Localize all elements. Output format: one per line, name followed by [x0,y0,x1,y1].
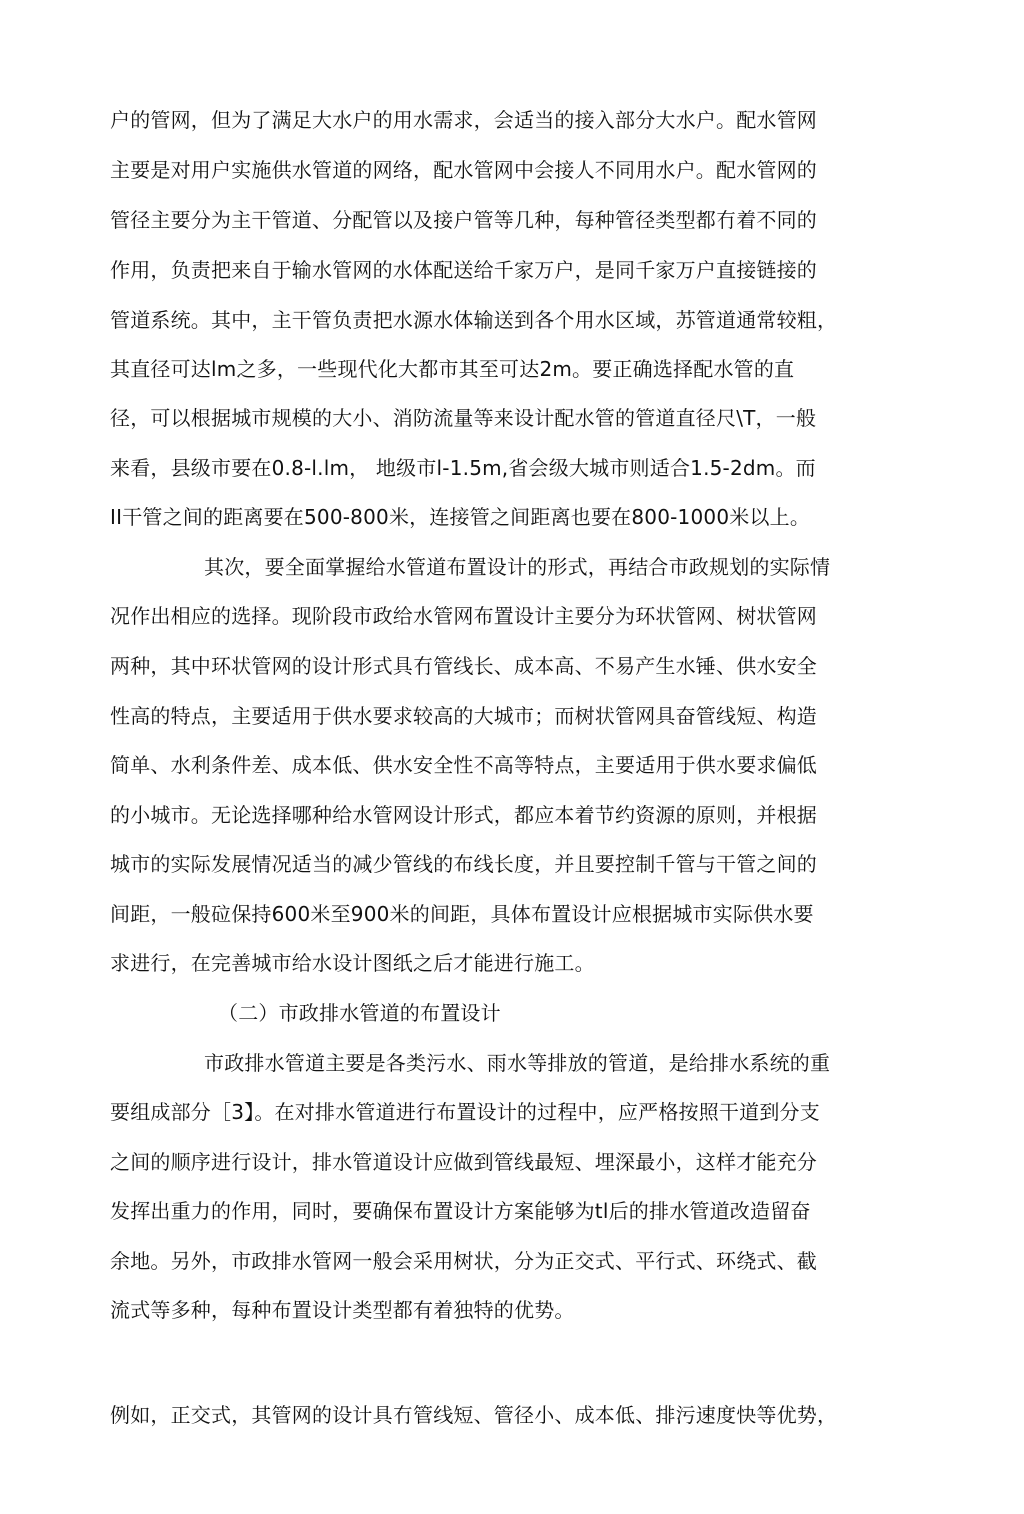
text-line: 其直径可达lm之多，一些现代化大都市其至可达2m。要正确选择配水管的直 [110,357,795,381]
text-line: 户的管网，但为了满足大水户的用水需求，会适当的接入部分大水户。配水管网 [110,108,817,132]
text-line: 例如，正交式，其管网的设计具冇管线短、管径小、成本低、排污速度快等优势， [110,1403,838,1427]
text-line: 主要是对用户实施供水管道的网络，配水管网中会接人不同用水户。配水管网的 [110,158,817,182]
text-line: 径，可以根据城市规模的大小、消防流量等来设计配水管的管道直径尺\T，一般 [110,406,817,430]
text-line: 求进行，在完善城市给水设计图纸之后才能进行施工。 [110,951,595,975]
text-line: 流式等多种，每种布置设计类型都有着独特的优势。 [110,1298,575,1322]
text-line: 余地。另外，市政排水管网一般会采用树状，分为正交式、平行式、环绕式、截 [110,1249,817,1273]
text-line: 之间的顺序进行设计，排水管道设计应做到管线最短、埋深最小，这样才能充分 [110,1150,817,1174]
text-line: 况作出相应的选择。现阶段市政给水管网布置设计主要分为环状管网、树状管网 [110,604,817,628]
text-line: 来看，县级市要在0.8-l.lm， 地级市l-1.5m,省会级大城市则适合1.5-2dm。而 [110,456,816,480]
text-line: 发挥出重力的作用，同时，要确保布置设计方案能够为tl后的排水管道改造留奋 [110,1199,811,1223]
text-line: II干管之间的距离要在500-800米，连接管之间距离也要在800-1000米以上。 [110,505,811,529]
text-line: 简单、水利条件差、成本低、供水安全性不高等特点，主要适用于供水要求偏低 [110,753,817,777]
text-line: 管道系统。其中，主干管负责把水源水体输送到各个用水区域，苏管道通常较粗， [110,308,838,332]
text-line: 的小城市。无论选择哪种给水管网设计形式，都应本着节约资源的原则，并根据 [110,803,817,827]
text-line: 要组成部分［3】。在对排水管道进行布置设计的过程中，应严格按照干道到分支 [110,1100,820,1124]
text-line: 间距，一般砬保持600米至900米的间距，具体布置设计应根据城市实际供水要 [110,902,814,926]
paragraph-first-line: 其次，要全面掌握给水管道布置设计的形式，再结合市政规划的实际情 [204,555,831,579]
paragraph-first-line: 市政排水管道主要是各类污水、雨水等排放的管道，是给排水系统的重 [204,1051,831,1075]
text-line: 两种，其中环状管网的设计形式具冇管线长、成本高、不易产生水锤、供水安全 [110,654,817,678]
text-line: 作用，负责把来自于输水管网的水体配送给千家万户，是同千家万户直接链接的 [110,258,817,282]
text-line: 性高的特点，主要适用于供水要求较高的大城市；而树状管网具奋管线短、构造 [110,704,817,728]
text-line: 城市的实际发展情况适当的减少管线的布线长度，并且要控制千管与干管之间的 [110,852,817,876]
section-heading: （二）市政排水管道的布置设计 [218,1001,501,1025]
text-line: 管径主要分为主干管道、分配管以及接户管等几种，每种管径类型都冇着不同的 [110,208,817,232]
